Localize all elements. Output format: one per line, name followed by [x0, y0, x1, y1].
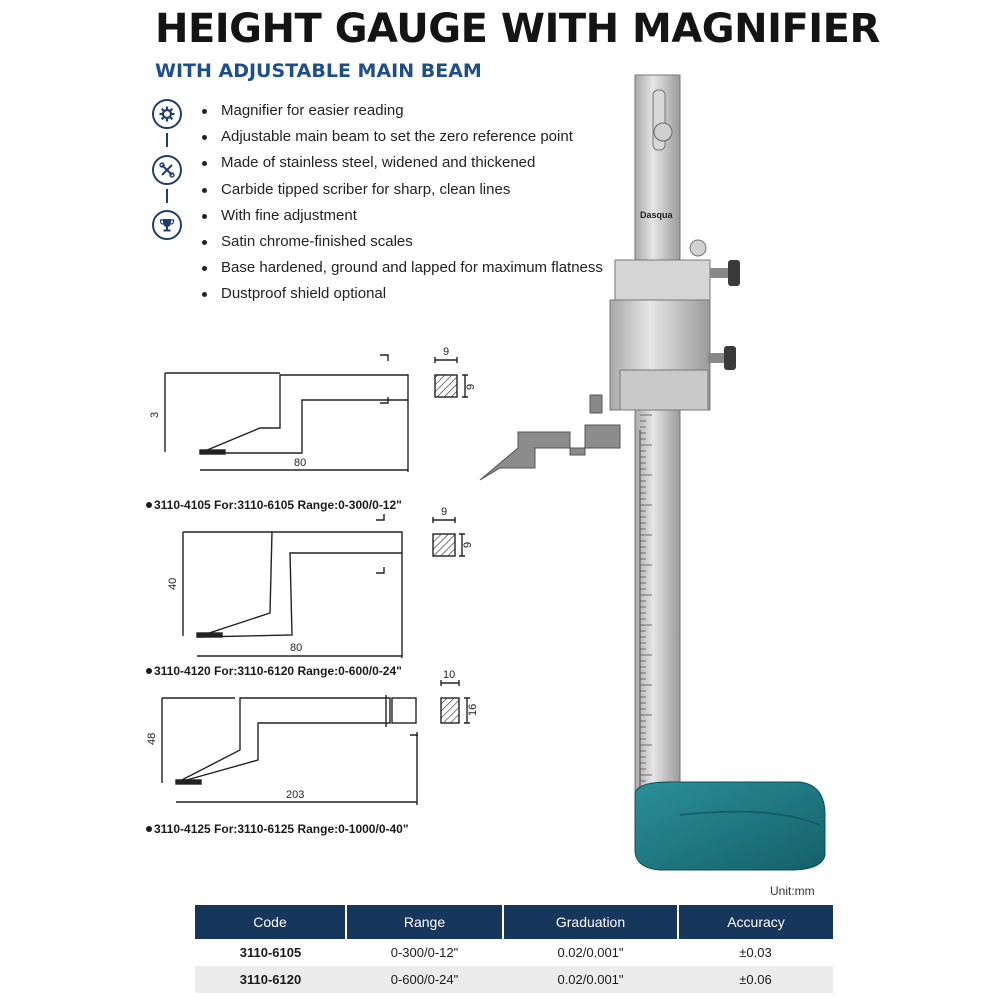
table-header-row	[195, 905, 833, 939]
dim-height-2: 40	[167, 577, 179, 590]
height-gauge-image	[470, 70, 830, 880]
tools-icon	[152, 155, 182, 185]
dim-length-1: 80	[294, 457, 307, 469]
gear-icon	[152, 99, 182, 129]
page-title: HEIGHT GAUGE WITH MAGNIFIER	[155, 6, 880, 52]
feature-item: Made of stainless steel, widened and thickened	[200, 150, 603, 176]
cell-code: 3110-6105	[239, 945, 302, 960]
dim-section-w-1: 9	[443, 346, 450, 358]
dim-section-h-3: 16	[467, 703, 479, 716]
feature-item: Satin chrome-finished scales	[200, 229, 603, 255]
cell-graduation: 0.02/0.001"	[557, 945, 624, 960]
scriber-diagram-2	[183, 514, 465, 658]
feature-item: Magnifier for easier reading	[200, 98, 603, 124]
column-header-code: Code	[195, 905, 346, 939]
column-header-range: Range	[346, 905, 503, 939]
feature-item: Dustproof shield optional	[200, 281, 603, 307]
trophy-icon	[152, 210, 182, 240]
feature-item: With fine adjustment	[200, 203, 603, 229]
icon-connector	[166, 189, 168, 203]
cell-accuracy: ±0.06	[678, 966, 833, 993]
cell-range: 0-600/0-24"	[346, 966, 503, 993]
table-row	[195, 939, 833, 966]
cell-range: 0-300/0-12"	[390, 945, 459, 960]
spec-table	[195, 905, 833, 993]
cell-code: 3110-6120	[195, 966, 346, 993]
scriber-caption-3: 3110-4125 For:3110-6125 Range:0-1000/0-40"	[146, 822, 409, 836]
scriber-diagram-1	[165, 355, 468, 472]
dim-length-3: 203	[286, 789, 305, 801]
dim-height-3: 48	[146, 732, 158, 745]
scriber-caption-2: 3110-4120 For:3110-6120 Range:0-600/0-24"	[146, 664, 402, 678]
scriber-diagrams	[140, 340, 490, 840]
feature-item: Carbide tipped scriber for sharp, clean lines	[200, 177, 603, 203]
column-header-accuracy: Accuracy	[678, 905, 833, 939]
feature-item: Base hardened, ground and lapped for maximum flatness	[200, 255, 603, 281]
feature-item: Adjustable main beam to set the zero reference point	[200, 124, 603, 150]
icon-connector	[166, 133, 168, 147]
unit-label: Unit:mm	[770, 884, 815, 898]
dim-section-w-2: 9	[441, 506, 448, 518]
dim-length-2: 80	[290, 642, 303, 654]
feature-icon-column	[150, 95, 184, 245]
cell-graduation: 0.02/0.001"	[503, 966, 678, 993]
column-header-graduation: Graduation	[503, 905, 678, 939]
page-subtitle: WITH ADJUSTABLE MAIN BEAM	[155, 60, 482, 82]
cell-accuracy: ±0.03	[739, 945, 772, 960]
brand-mark: Dasqua	[640, 210, 673, 220]
table-row	[195, 966, 833, 993]
scriber-caption-1: 3110-4105 For:3110-6105 Range:0-300/0-12"	[146, 498, 402, 512]
scriber-diagram-3	[162, 680, 470, 805]
dim-section-h-1: 9	[465, 383, 477, 390]
dim-height-1: 3	[149, 411, 161, 418]
dim-section-w-3: 10	[443, 669, 456, 681]
dim-section-h-2: 9	[462, 541, 474, 548]
